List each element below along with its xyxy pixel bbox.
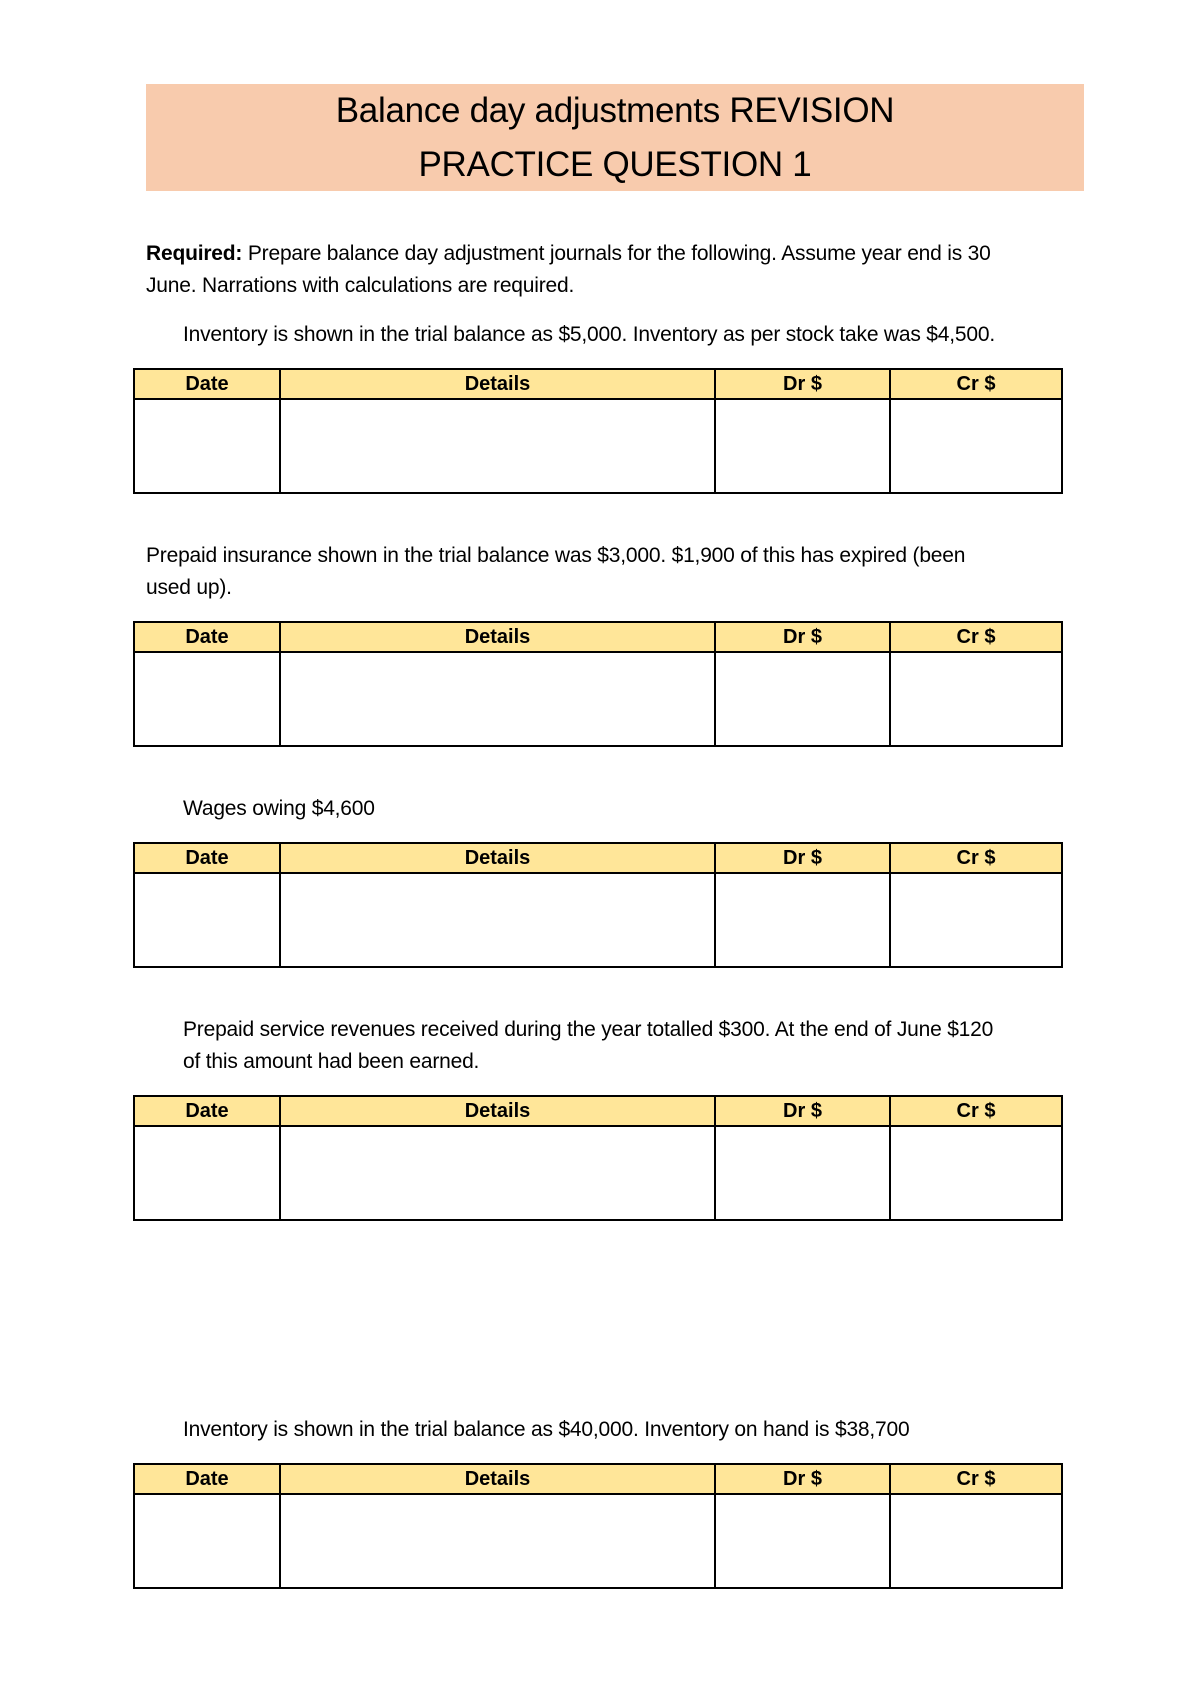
- dr-cell[interactable]: [715, 399, 890, 493]
- question-1-text: [183, 319, 1083, 351]
- details-cell[interactable]: [280, 399, 715, 493]
- details-cell[interactable]: [280, 873, 715, 967]
- required-label: Required:: [146, 242, 243, 265]
- question-2-line1: Prepaid insurance shown in the trial balance was $3,000. $1,900 of this has expired (been: [146, 544, 966, 567]
- date-header: Date: [134, 369, 280, 399]
- question-3-line1: Wages owing $4,600: [183, 797, 375, 820]
- page-title: Balance day adjustments REVISION: [335, 90, 895, 130]
- instructions: [146, 238, 1086, 302]
- details-cell[interactable]: [280, 652, 715, 746]
- date-header: Date: [134, 843, 280, 873]
- cr-header: Cr $: [890, 369, 1062, 399]
- cr-cell[interactable]: [890, 1494, 1062, 1588]
- question-5-text: [183, 1414, 1083, 1446]
- dr-cell[interactable]: [715, 873, 890, 967]
- question-4-text: [183, 1014, 1093, 1078]
- question-4-line2: of this amount had been earned.: [183, 1050, 480, 1073]
- dr-cell[interactable]: [715, 1126, 890, 1220]
- dr-cell[interactable]: [715, 652, 890, 746]
- question-3-text: [183, 793, 1083, 825]
- dr-header: Dr $: [715, 369, 890, 399]
- instructions-line1: Prepare balance day adjustment journals for the following. Assume year end is 30: [247, 242, 991, 265]
- details-header: Details: [280, 369, 715, 399]
- date-header: Date: [134, 622, 280, 652]
- details-header: Details: [280, 843, 715, 873]
- question-4-line1: Prepaid service revenues received during the year totalled $300. At the end of June $120: [183, 1018, 994, 1041]
- date-cell[interactable]: [134, 873, 280, 967]
- cr-cell[interactable]: [890, 873, 1062, 967]
- cr-cell[interactable]: [890, 399, 1062, 493]
- cr-header: Cr $: [890, 843, 1062, 873]
- question-5-line1: Inventory is shown in the trial balance as $40,000. Inventory on hand is $38,700: [183, 1418, 910, 1441]
- journal-table-2: [133, 621, 1063, 747]
- journal-entry-row: [134, 652, 1062, 746]
- dr-header: Dr $: [715, 622, 890, 652]
- details-header: Details: [280, 622, 715, 652]
- journal-table-1: [133, 368, 1063, 494]
- date-cell[interactable]: [134, 399, 280, 493]
- date-cell[interactable]: [134, 652, 280, 746]
- question-1-line1: Inventory is shown in the trial balance as $5,000. Inventory as per stock take was $4,500.: [183, 323, 995, 346]
- cr-header: Cr $: [890, 622, 1062, 652]
- journal-entry-row: [134, 399, 1062, 493]
- date-cell[interactable]: [134, 1494, 280, 1588]
- question-2-text: [146, 540, 1086, 604]
- dr-header: Dr $: [715, 1464, 890, 1494]
- cr-header: Cr $: [890, 1464, 1062, 1494]
- title-banner: [146, 84, 1084, 191]
- date-header: Date: [134, 1464, 280, 1494]
- page-subtitle: PRACTICE QUESTION 1: [418, 144, 812, 184]
- journal-entry-row: [134, 1494, 1062, 1588]
- cr-cell[interactable]: [890, 1126, 1062, 1220]
- dr-cell[interactable]: [715, 1494, 890, 1588]
- journal-entry-row: [134, 873, 1062, 967]
- instructions-line2: June. Narrations with calculations are required.: [146, 274, 575, 297]
- journal-entry-row: [134, 1126, 1062, 1220]
- cr-header: Cr $: [890, 1096, 1062, 1126]
- journal-table-5: [133, 1463, 1063, 1589]
- question-2-line2: used up).: [146, 576, 232, 599]
- details-header: Details: [280, 1464, 715, 1494]
- details-cell[interactable]: [280, 1494, 715, 1588]
- dr-header: Dr $: [715, 1096, 890, 1126]
- date-cell[interactable]: [134, 1126, 280, 1220]
- details-header: Details: [280, 1096, 715, 1126]
- cr-cell[interactable]: [890, 652, 1062, 746]
- dr-header: Dr $: [715, 843, 890, 873]
- details-cell[interactable]: [280, 1126, 715, 1220]
- journal-table-3: [133, 842, 1063, 968]
- date-header: Date: [134, 1096, 280, 1126]
- journal-table-4: [133, 1095, 1063, 1221]
